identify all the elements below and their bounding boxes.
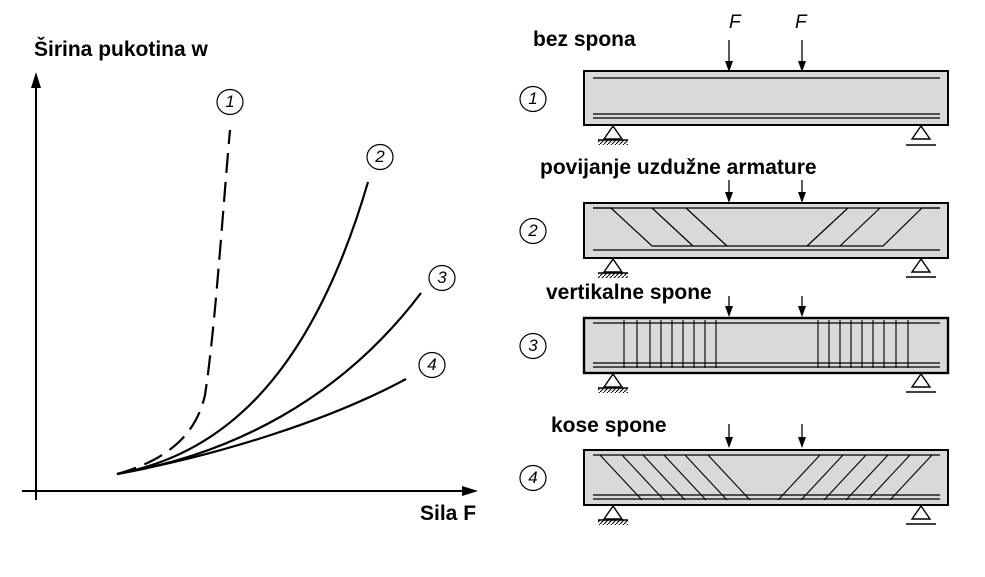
beam-1-title: bez spona <box>533 28 636 51</box>
left-support <box>604 259 622 272</box>
beam-2-number: 2 <box>528 221 538 240</box>
beam-1-number: 1 <box>528 89 538 108</box>
beam-1 <box>520 40 948 145</box>
left-support <box>604 506 622 519</box>
curve-4-number: 4 <box>427 355 437 374</box>
force-arrowhead-left <box>725 437 733 448</box>
right-support <box>912 374 930 387</box>
beam-3-title: vertikalne spone <box>546 281 712 304</box>
beam-3-number: 3 <box>528 336 538 355</box>
beam-3 <box>520 296 948 393</box>
force-label-left: F <box>729 12 741 33</box>
force-label-right: F <box>795 12 807 33</box>
curve-3-number: 3 <box>437 268 447 287</box>
right-support <box>912 126 930 139</box>
curve-2 <box>117 182 368 474</box>
left-support-hatch <box>598 140 628 145</box>
left-support <box>604 126 622 139</box>
y-axis-arrowhead <box>31 72 41 88</box>
x-axis-arrowhead <box>462 486 478 496</box>
left-support <box>604 374 622 387</box>
curve-1 <box>117 130 230 474</box>
beam-2 <box>520 180 948 278</box>
right-support <box>912 259 930 272</box>
beam-body <box>584 71 948 125</box>
left-support-hatch <box>598 388 628 393</box>
curve-1-number: 1 <box>225 92 235 111</box>
beam-body <box>584 318 948 373</box>
beam-4-number: 4 <box>528 468 538 487</box>
left-support-hatch <box>598 520 628 525</box>
y-axis-label: Širina pukotina w <box>34 38 208 61</box>
force-arrowhead-right <box>798 306 806 317</box>
beam-4 <box>520 424 948 525</box>
graph <box>22 72 478 500</box>
beam-4-title: kose spone <box>551 414 667 437</box>
left-support-hatch <box>598 273 628 278</box>
force-arrowhead-left <box>725 306 733 317</box>
x-axis-label: Sila F <box>420 502 477 525</box>
force-arrowhead-right <box>798 192 806 203</box>
force-arrowhead-right <box>798 437 806 448</box>
right-support <box>912 506 930 519</box>
beam-2-title: povijanje uzdužne armature <box>540 156 817 179</box>
curve-2-number: 2 <box>375 147 385 166</box>
force-arrowhead-left <box>725 192 733 203</box>
